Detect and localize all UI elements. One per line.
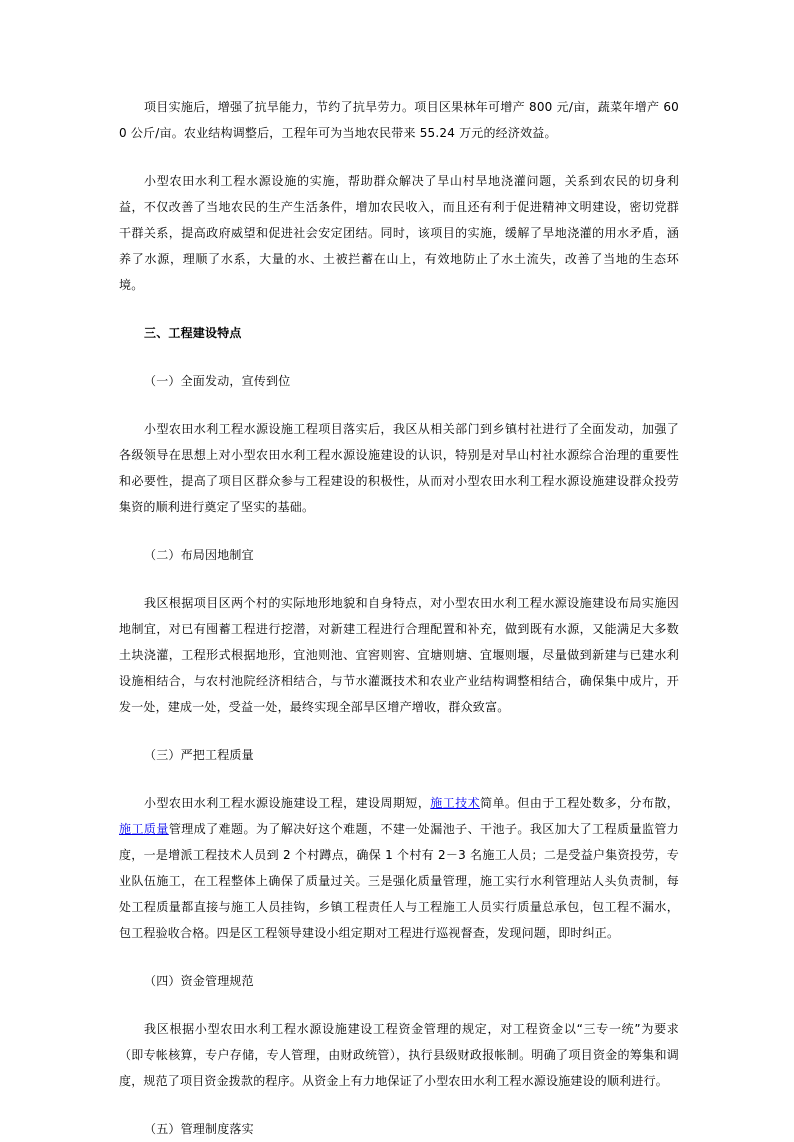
section-heading-3: 三、工程建设特点 [144, 326, 242, 340]
paragraph-social-effects: 小型农田水利工程水源设施的实施，帮助群众解决了旱山村旱地浇灌问题，关系到农民的切身利益，不仅改善了当地农民的生产生活条件，增加农民收入，而且还有利于促进精神文明建设，密切党群干群关系，提高政府威望和促进社会安定团结。同时，该项目的实施，缓解了旱地浇灌的用水矛盾，涵养了水源，理顺了水系，大量的水、土被拦蓄在山上，有效地防止了水土流失，改善了当地的生态环境。 [119, 174, 679, 292]
subheading-2: （二）布局因地制宜 [144, 548, 254, 562]
construction-technology-link[interactable]: 施工技术 [430, 796, 481, 810]
paragraph-layout: 我区根据项目区两个村的实际地形地貌和自身特点，对小型农田水利工程水源设施建设布局实施因地制宜，对已有囤蓄工程进行挖潜，对新建工程进行合理配置和补充，做到既有水源，又能满足大多数土块浇灌，工程形式根据地形，宜池则池、宜窖则窖、宜塘则塘、宜堰则堰，尽量做到新建与已建水利设施相结合，与农村池院经济相结合，与节水灌溉技术和农业产业结构调整相结合，确保集中成片，开发一处，建成一处，受益一处，最终实现全部旱区增产增收，群众致富。 [119, 596, 679, 714]
subheading-3: （三）严把工程质量 [144, 748, 254, 762]
subheading-4: （四）资金管理规范 [144, 974, 254, 988]
quality-text-part-3: 管理成了难题。为了解决好这个难题，不建一处漏池子、干池子。我区加大了工程质量监管力度，一是增派工程技术人员到 2 个村蹲点，确保 1 个村有 2－3 名施工人员；二是受益户集资投劳，专业队伍施工，在工程整体上确保了质量过关。三是强化质量管理，施工实行水利管理站人头负责制，每处工程质量都直接与施工人员挂钩，乡镇工程责任人与工程施工人员实行质量总承包，包工程不漏水，包工程验收合格。四是区工程领导建设小组定期对工程进行巡视督查，发现问题，即时纠正。 [119, 822, 679, 940]
subheading-5: （五）管理制度落实 [144, 1122, 254, 1136]
paragraph-benefits: 项目实施后，增强了抗旱能力，节约了抗旱劳力。项目区果林年可增产 800 元/亩，蔬菜年增产 600 公斤/亩。农业结构调整后，工程年可为当地农民带来 55.24 万元的经济效益。 [119, 100, 679, 140]
paragraph-mobilization: 小型农田水利工程水源设施工程项目落实后，我区从相关部门到乡镇村社进行了全面发动，加强了各级领导在思想上对小型农田水利工程水源设施建设的认识，特别是对旱山村社水源综合治理的重要性和必要性，提高了项目区群众参与工程建设的积极性，从而对小型农田水利工程水源设施建设群众投劳集资的顺利进行奠定了坚实的基础。 [119, 422, 679, 514]
document-body [119, 94, 679, 1142]
subheading-1: （一）全面发动，宣传到位 [144, 374, 291, 388]
quality-text-part-2: 简单。但由于工程处数多，分布散， [480, 796, 680, 810]
construction-quality-link[interactable]: 施工质量 [119, 822, 169, 836]
paragraph-funds: 我区根据小型农田水利工程水源设施建设工程资金管理的规定，对工程资金以“三专一统”为要求（即专帐核算，专户存储，专人管理，由财政统管），执行县级财政报帐制。明确了项目资金的筹集和调度，规范了项目资金拨款的程序。从资金上有力地保证了小型农田水利工程水源设施建设的顺利进行。 [119, 1022, 679, 1088]
paragraph-quality [119, 790, 679, 946]
quality-text-part-1: 小型农田水利工程水源设施建设工程，建设周期短， [144, 796, 431, 810]
